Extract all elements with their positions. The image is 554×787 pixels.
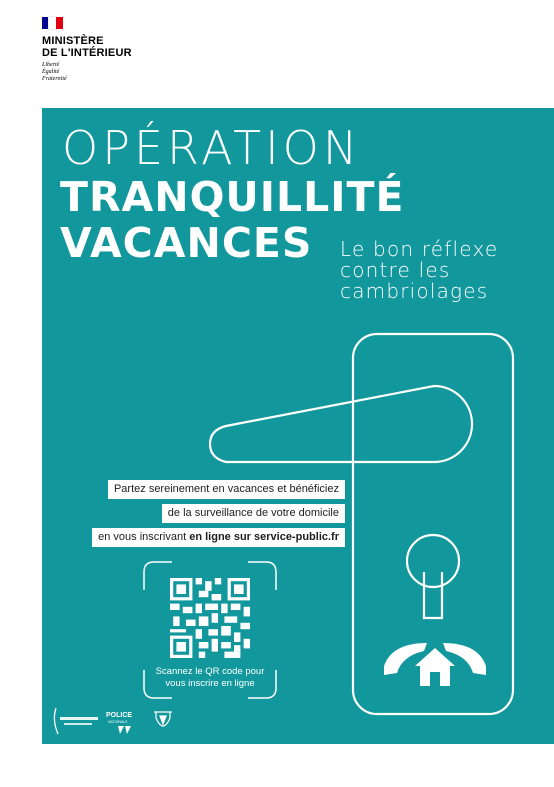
subtitle-line1: Le bon réflexe <box>340 237 499 261</box>
info-box <box>92 480 345 547</box>
qr-caption <box>138 666 282 690</box>
subtitle-line2: contre les <box>340 258 451 282</box>
motto-egalite: Égalité <box>42 69 60 75</box>
ministry-name-line1: MINISTÈRE <box>42 35 104 47</box>
motto-liberte: Liberté <box>42 62 60 68</box>
info-line1: Partez sereinement en vacances et bénéficiez <box>108 480 345 499</box>
subtitle-line3: cambriolages <box>340 279 489 303</box>
prefecture-logo-icon <box>154 712 172 726</box>
gendarmerie-subline <box>64 723 92 725</box>
service-public-link[interactable]: en ligne sur service-public.fr <box>189 531 339 543</box>
french-flag-icon <box>42 17 63 29</box>
ministry-name-line2: DE L'INTÉRIEUR <box>42 47 132 59</box>
qr-caption-line2: vous inscrire en ligne <box>165 678 255 689</box>
info-line3-prefix: en vous inscrivant <box>98 531 190 543</box>
house-protected-icon <box>384 643 486 686</box>
title-vacances: VACANCES <box>60 219 313 267</box>
motto-fraternite: Fraternité <box>42 76 67 82</box>
info-line2: de la surveillance de votre domicile <box>162 504 345 523</box>
police-logo-subtext: NATIONALE <box>108 720 128 724</box>
qr-caption-line1: Scannez le QR code pour <box>155 666 265 677</box>
title-operation: OPÉRATION <box>62 121 362 175</box>
title-tranquillite: TRANQUILLITÉ <box>60 173 405 221</box>
police-nationale-logo-icon <box>106 712 132 734</box>
gendarmerie-logo-icon <box>54 708 58 734</box>
gendarmerie-wordmark <box>60 717 98 720</box>
qr-code-icon[interactable] <box>170 578 250 658</box>
subtitle <box>340 239 498 302</box>
poster-panel <box>42 108 554 744</box>
partner-logos <box>50 704 200 740</box>
ministry-header <box>42 17 132 83</box>
police-logo-text: POLICE <box>106 712 133 719</box>
info-line3 <box>92 528 345 547</box>
